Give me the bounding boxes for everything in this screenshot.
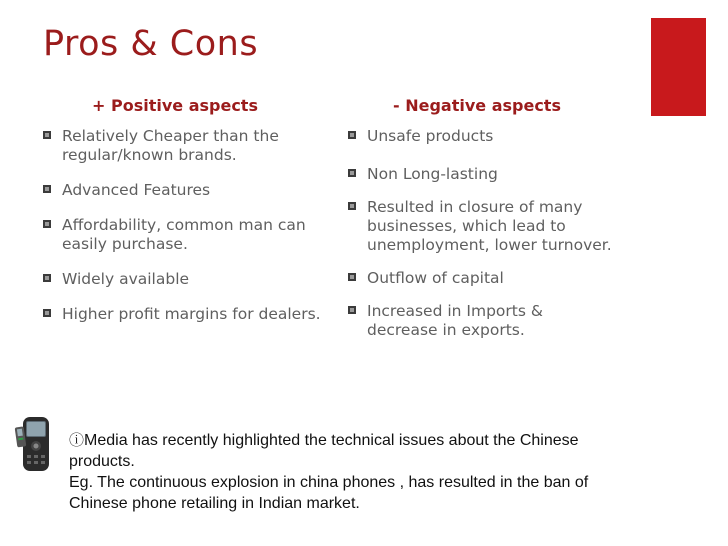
negative-list bbox=[348, 127, 613, 354]
bullet-icon bbox=[348, 273, 356, 281]
bullet-icon bbox=[43, 185, 51, 193]
list-item: Resulted in closure of many businesses, which lead to unemployment, lower turnover. bbox=[348, 198, 613, 255]
list-item: Higher profit margins for dealers. bbox=[43, 305, 328, 324]
bullet-icon bbox=[348, 169, 356, 177]
positive-heading: + Positive aspects bbox=[92, 96, 258, 115]
mobile-phone-icon bbox=[14, 413, 54, 473]
positive-list bbox=[43, 127, 328, 340]
list-item: Unsafe products bbox=[348, 127, 613, 146]
slide-title: Pros & Cons bbox=[43, 24, 259, 64]
list-item: Non Long-lasting bbox=[348, 165, 613, 184]
note-text: ⓘMedia has recently highlighted the technical issues about the Chinese products. Eg. The continuous explosion in china phones , has resulted in the ban of Chinese phone retailing in Indian market. bbox=[69, 432, 589, 512]
accent-bar bbox=[651, 18, 706, 116]
list-item: Increased in Imports & decrease in exports. bbox=[348, 302, 613, 340]
negative-heading: - Negative aspects bbox=[393, 96, 561, 115]
list-item: Affordability, common man can easily purchase. bbox=[43, 216, 328, 254]
bullet-icon bbox=[43, 131, 51, 139]
list-item: Relatively Cheaper than the regular/known brands. bbox=[43, 127, 328, 165]
list-item: Outflow of capital bbox=[348, 269, 613, 288]
info-icon: ⓘ bbox=[69, 432, 85, 449]
bullet-icon bbox=[43, 274, 51, 282]
bullet-icon bbox=[43, 309, 51, 317]
bullet-icon bbox=[43, 220, 51, 228]
list-item: Widely available bbox=[43, 270, 328, 289]
list-item: Advanced Features bbox=[43, 181, 328, 200]
bullet-icon bbox=[348, 202, 356, 210]
bullet-icon bbox=[348, 306, 356, 314]
bullet-icon bbox=[348, 131, 356, 139]
